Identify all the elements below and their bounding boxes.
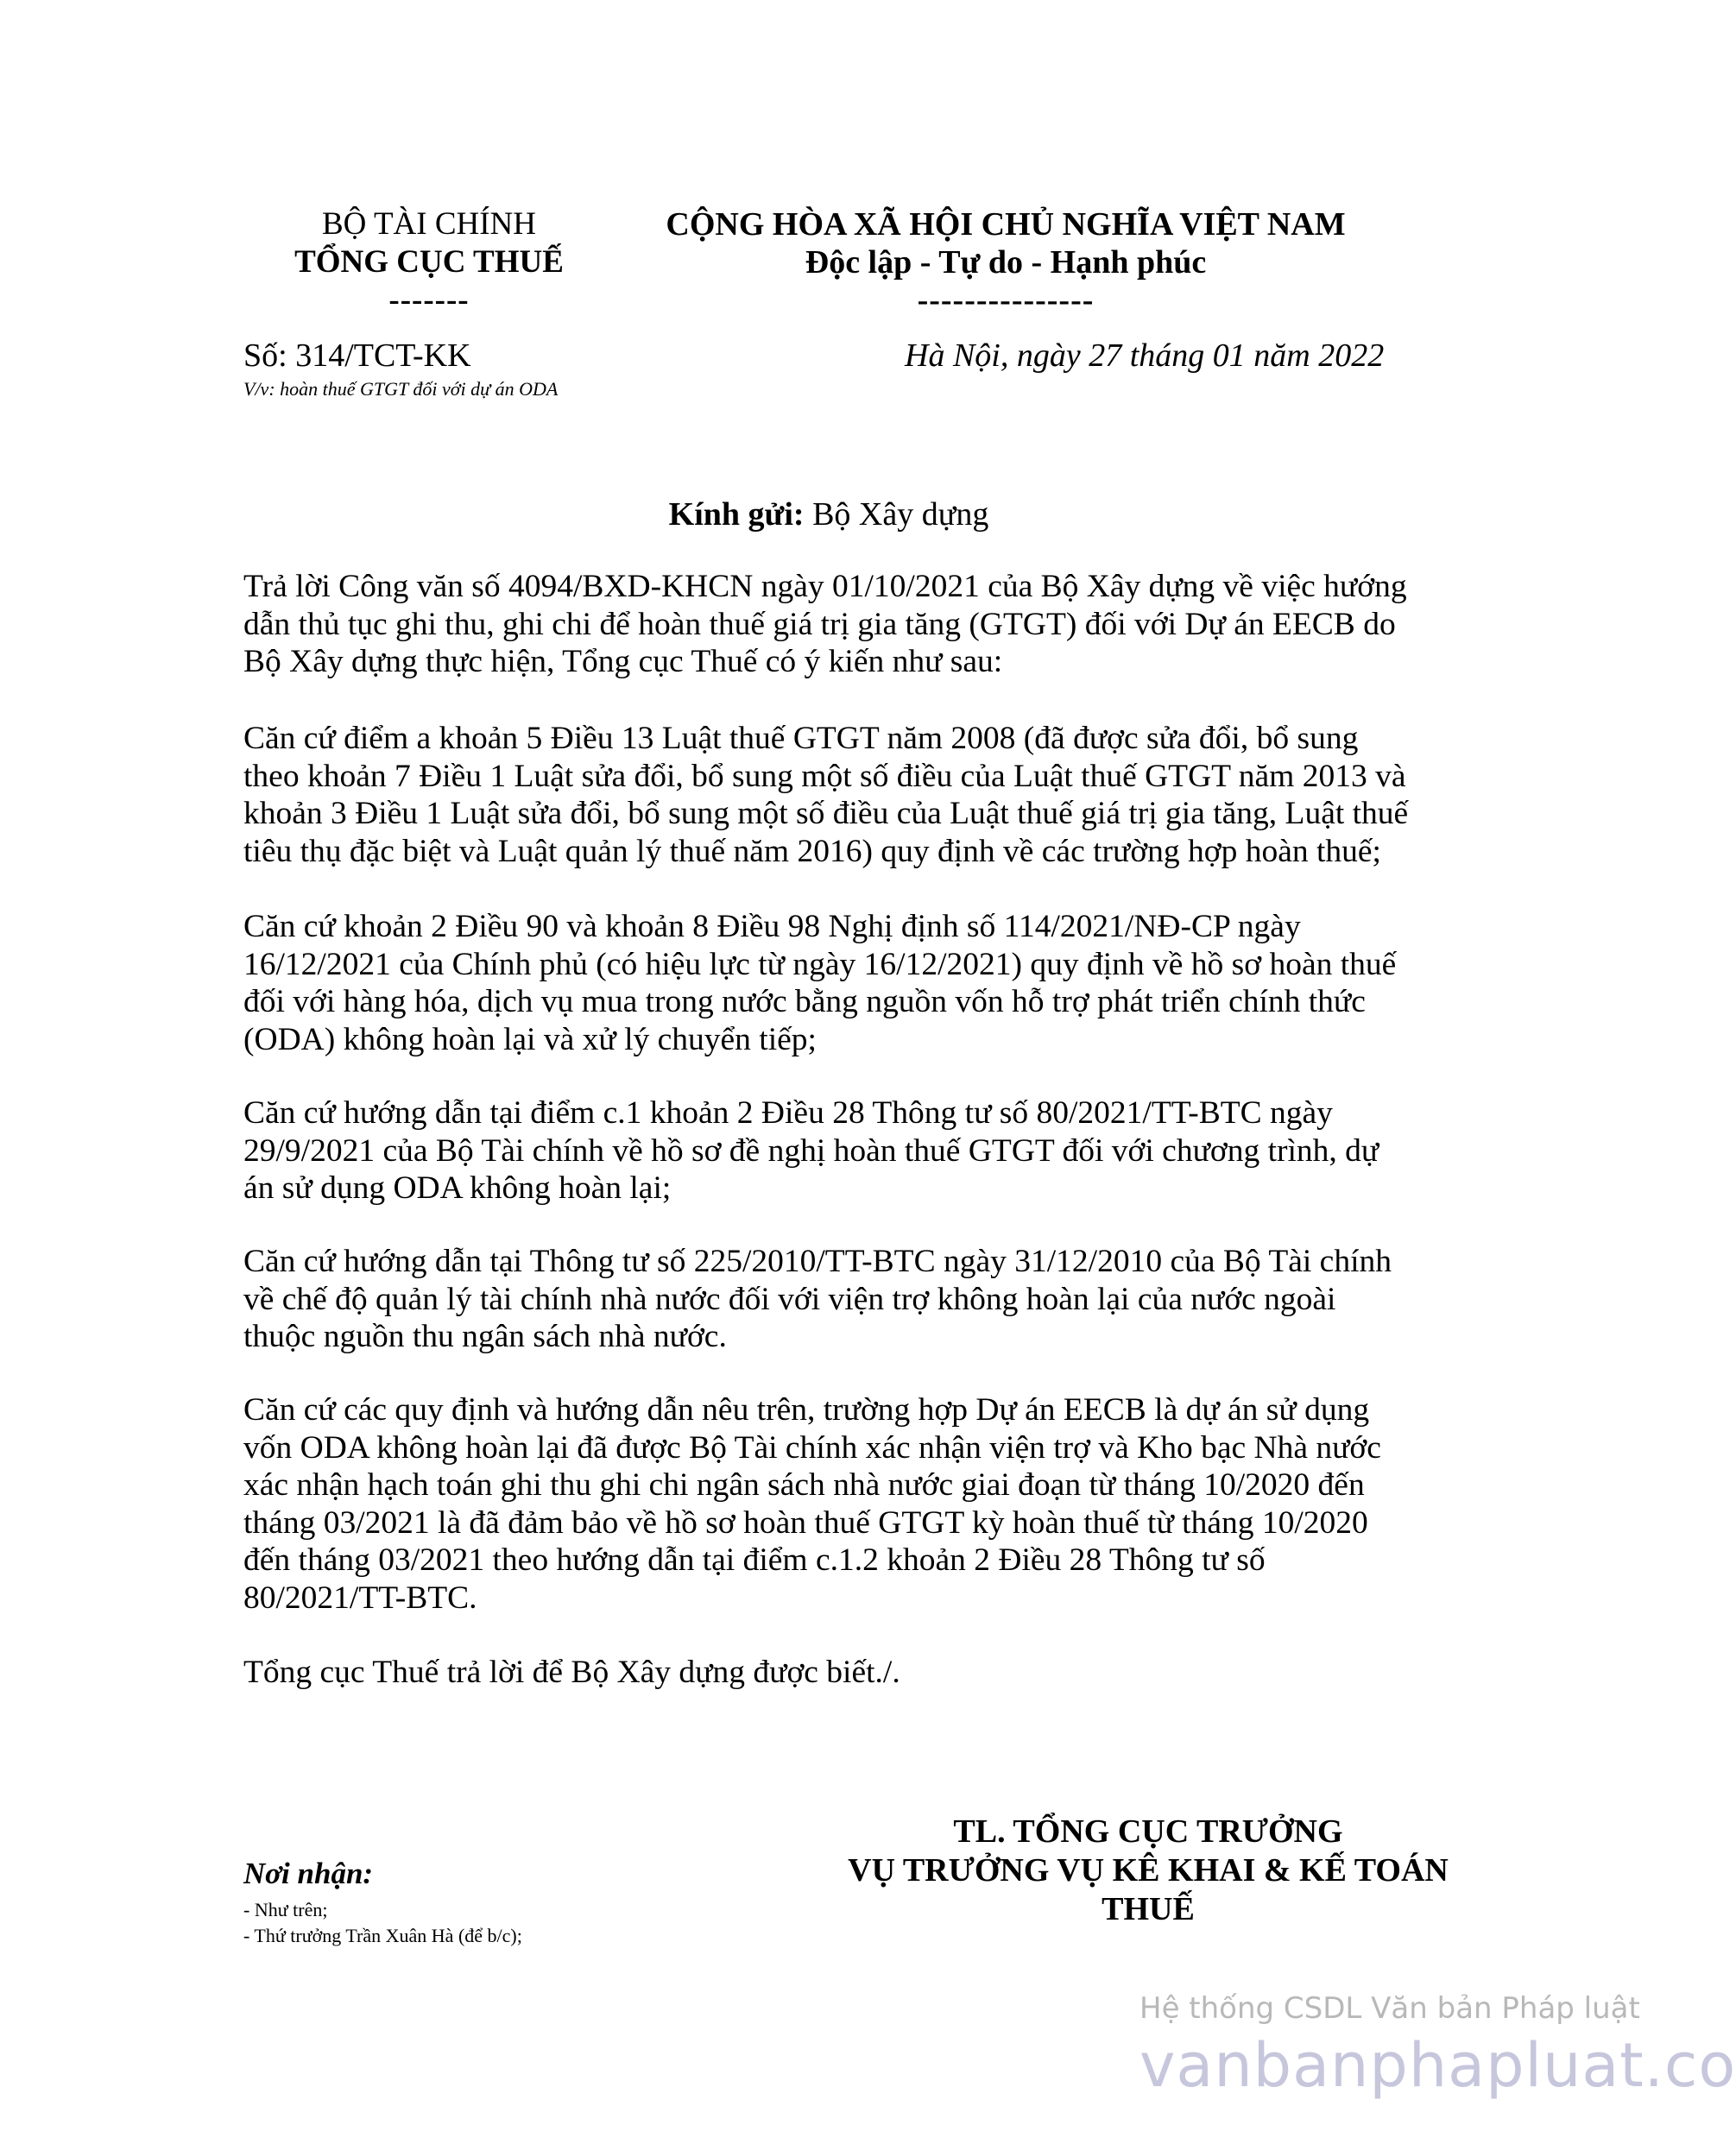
- recipients-list: [243, 1897, 522, 1949]
- motto-separator: ---------------: [917, 282, 1095, 318]
- body-paragraph-1: [243, 568, 1417, 681]
- body-paragraph-7: [243, 1654, 1417, 1692]
- signature-block: [760, 1813, 1537, 1929]
- body-paragraph-4: [243, 1094, 1417, 1208]
- paragraph-line: vốn ODA không hoàn lại đã được Bộ Tài chính xác nhận viện trợ và Kho bạc Nhà nước: [243, 1429, 1381, 1466]
- agency-separator: -------: [388, 282, 470, 318]
- paragraph-line: án sử dụng ODA không hoàn lại;: [243, 1170, 672, 1206]
- issuing-agency-block: [243, 205, 615, 319]
- paragraph-line: (ODA) không hoàn lại và xử lý chuyển tiếp;: [243, 1021, 817, 1057]
- paragraph-line: về chế độ quản lý tài chính nhà nước đối với viện trợ không hoàn lại của nước ngoài: [243, 1281, 1336, 1317]
- body-paragraph-3: [243, 908, 1417, 1058]
- paragraph-line: đến tháng 03/2021 theo hướng dẫn tại điểm c.1.2 khoản 2 Điều 28 Thông tư số: [243, 1542, 1266, 1578]
- body-paragraph-5: [243, 1243, 1417, 1356]
- paragraph-line: Tổng cục Thuế trả lời để Bộ Xây dựng được biết./.: [243, 1655, 900, 1690]
- body-paragraph-2: [243, 720, 1417, 870]
- signature-title-cont: THUẾ: [1102, 1891, 1195, 1927]
- paragraph-line: 29/9/2021 của Bộ Tài chính về hồ sơ đề nghị hoàn thuế GTGT đối với chương trình, dự: [243, 1132, 1379, 1169]
- list-item: - Thứ trưởng Trần Xuân Hà (để b/c);: [243, 1925, 522, 1946]
- paragraph-line: 16/12/2021 của Chính phủ (có hiệu lực từ ngày 16/12/2021) quy định về hồ sơ hoàn thuế: [243, 946, 1397, 982]
- paragraph-line: Căn cứ các quy định và hướng dẫn nêu trên, trường hợp Dự án EECB là dự án sử dụng: [243, 1392, 1370, 1428]
- paragraph-line: Căn cứ hướng dẫn tại điểm c.1 khoản 2 Điều 28 Thông tư số 80/2021/TT-BTC ngày: [243, 1095, 1333, 1131]
- paragraph-line: đối với hàng hóa, dịch vụ mua trong nước bằng nguồn vốn hỗ trợ phát triển chính thức: [243, 984, 1366, 1019]
- recipients-heading: Nơi nhận:: [243, 1857, 374, 1890]
- recipient-label: Kính gửi:: [668, 496, 805, 533]
- recipient-line: [0, 495, 1657, 533]
- recipient-name: Bộ Xây dựng: [812, 496, 989, 533]
- paragraph-line: theo khoản 7 Điều 1 Luật sửa đổi, bổ sung một số điều của Luật thuế GTGT năm 2013 và: [243, 758, 1406, 794]
- document-number: Số: 314/TCT-KK: [243, 337, 471, 374]
- paragraph-line: khoản 3 Điều 1 Luật sửa đổi, bổ sung một số điều của Luật thuế giá trị gia tăng, Luật thuế: [243, 796, 1409, 831]
- paragraph-line: tiêu thụ đặc biệt và Luật quản lý thuế năm 2016) quy định về các trường hợp hoàn thuế;: [243, 833, 1381, 869]
- document-subject: V/v: hoàn thuế GTGT đối với dự án ODA: [243, 378, 559, 400]
- national-title-block: [639, 205, 1373, 319]
- national-motto: Độc lập - Tự do - Hạnh phúc: [805, 244, 1207, 281]
- paragraph-line: Căn cứ khoản 2 Điều 90 và khoản 8 Điều 98 Nghị định số 114/2021/NĐ-CP ngày: [243, 909, 1301, 944]
- ministry-name: BỘ TÀI CHÍNH: [321, 206, 537, 242]
- watermark-site: vanbanphapluat.co: [1139, 2030, 1736, 2101]
- list-item: - Như trên;: [243, 1899, 328, 1920]
- place-and-date: Hà Nội, ngày 27 tháng 01 năm 2022: [905, 337, 1385, 374]
- paragraph-line: Bộ Xây dựng thực hiện, Tổng cục Thuế có ý kiến như sau:: [243, 644, 1003, 679]
- body-paragraph-6: [243, 1391, 1417, 1617]
- paragraph-line: dẫn thủ tục ghi thu, ghi chi để hoàn thuế giá trị gia tăng (GTGT) đối với Dự án EECB do: [243, 606, 1396, 642]
- paragraph-line: xác nhận hạch toán ghi thu ghi chi ngân sách nhà nước giai đoạn từ tháng 10/2020 đến: [243, 1467, 1365, 1503]
- paragraph-line: tháng 03/2021 là đã đảm bảo về hồ sơ hoàn thuế GTGT kỳ hoàn thuế từ tháng 10/2020: [243, 1504, 1368, 1541]
- paragraph-line: Trả lời Công văn số 4094/BXD-KHCN ngày 01/10/2021 của Bộ Xây dựng về việc hướng: [243, 569, 1407, 604]
- department-name: TỔNG CỤC THUẾ: [294, 244, 564, 280]
- watermark-caption: Hệ thống CSDL Văn bản Pháp luật: [1139, 1991, 1640, 2026]
- paragraph-line: 80/2021/TT-BTC.: [243, 1580, 477, 1616]
- signature-title: VỤ TRƯỞNG VỤ KÊ KHAI & KẾ TOÁN: [848, 1852, 1449, 1889]
- paragraph-line: Căn cứ điểm a khoản 5 Điều 13 Luật thuế GTGT năm 2008 (đã được sửa đổi, bổ sung: [243, 721, 1359, 756]
- paragraph-line: Căn cứ hướng dẫn tại Thông tư số 225/2010/TT-BTC ngày 31/12/2010 của Bộ Tài chính: [243, 1244, 1392, 1279]
- paragraph-line: thuộc nguồn thu ngân sách nhà nước.: [243, 1319, 727, 1354]
- signature-authority: TL. TỔNG CỤC TRƯỞNG: [953, 1813, 1343, 1850]
- country-name: CỘNG HÒA XÃ HỘI CHỦ NGHĨA VIỆT NAM: [666, 206, 1346, 243]
